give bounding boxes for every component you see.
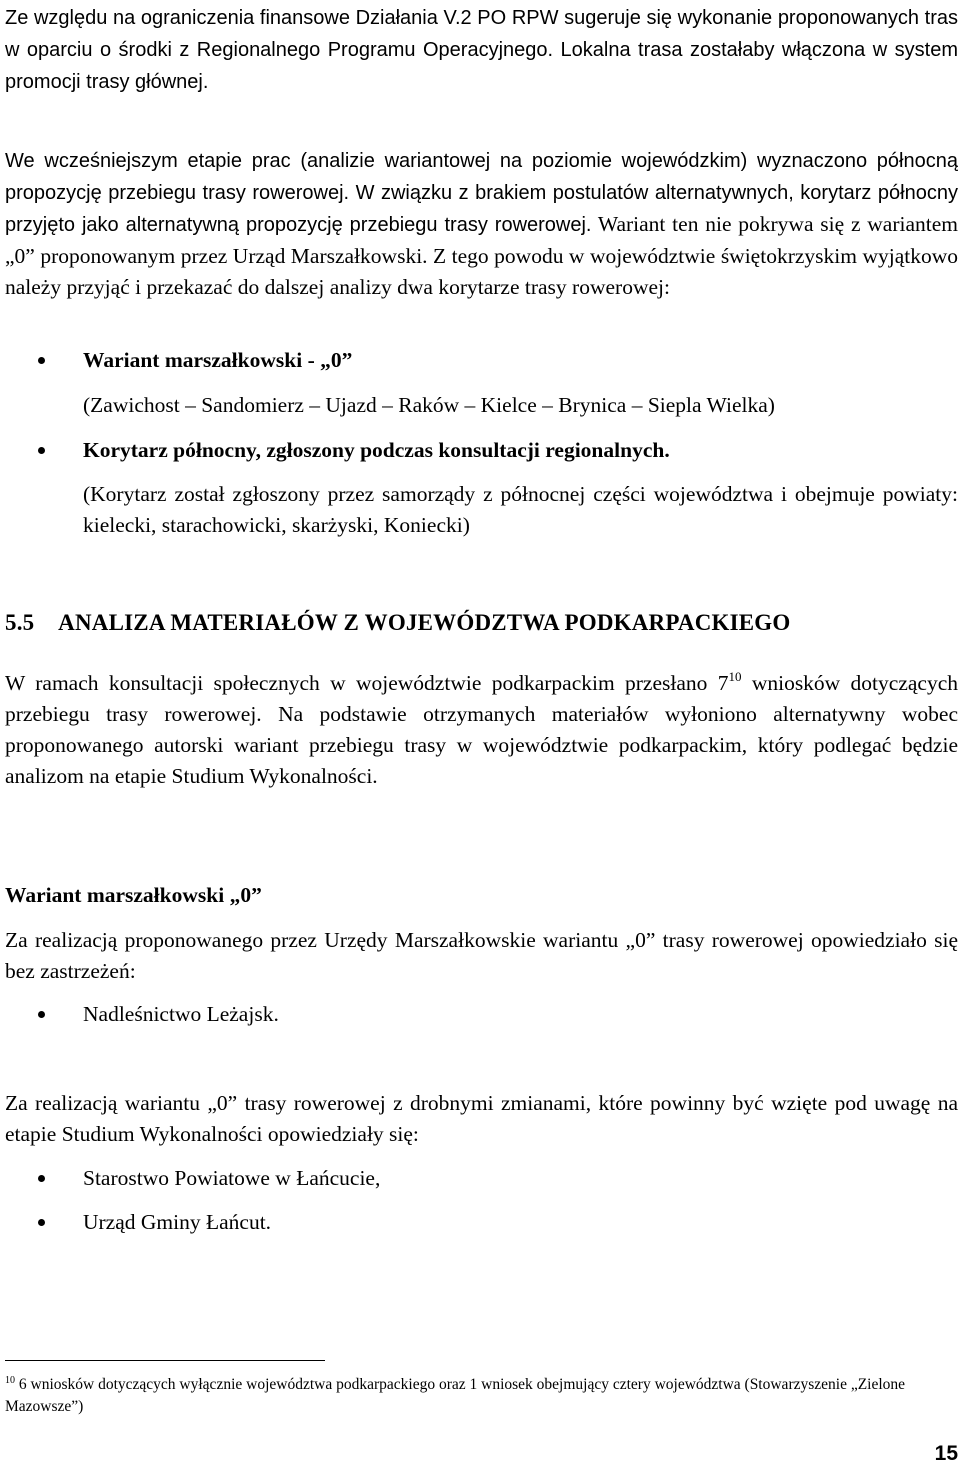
- list-item: [5, 435, 958, 466]
- footnote: [5, 1374, 918, 1418]
- corridor-title: Korytarz północny, zgłoszony podczas konsultacji regionalnych.: [83, 438, 670, 462]
- corridor-list: [5, 435, 958, 466]
- changes-list: [5, 1163, 958, 1238]
- bullet-icon: [38, 357, 45, 364]
- paragraph-text-serif: Wariant ten nie pokrywa się z wariantem „0” proponowanym przez Urząd Marszałkowski. Z tego powodu w województwie świętokrzyskim wyjątkowo należy przyjąć i przekazać do dalszej analizy dwa korytarze trasy rowerowej:: [5, 212, 959, 299]
- corridor-description: (Korytarz został zgłoszony przez samorządy z północnej części województwa i obejmuje powiaty: kielecki, starachowicki, skarżyski, Koniecki): [83, 482, 958, 537]
- page-number: 15: [934, 1442, 958, 1465]
- paragraph-changes: Za realizacją wariantu „0” trasy rowerowej z drobnymi zmianami, które powinny być wzięte pod uwagę na etapie Studium Wykonalności opowiedziały się:: [5, 1091, 958, 1146]
- list-item: [5, 1207, 958, 1238]
- list-item-label: Starostwo Powiatowe w Łańcucie,: [83, 1166, 381, 1190]
- paragraph-corridors: [5, 145, 958, 303]
- paragraph-podkarpackie: [5, 668, 958, 792]
- section-heading: [5, 608, 790, 638]
- corridor-description: (Zawichost – Sandomierz – Ujazd – Raków – Kielce – Brynica – Siepla Wielka): [83, 393, 775, 417]
- list-item-label: Urząd Gminy Łańcut.: [83, 1210, 272, 1234]
- document-page: [5, 0, 958, 1474]
- section-title: ANALIZA MATERIAŁÓW Z WOJEWÓDZTWA PODKARPACKIEGO: [58, 610, 791, 635]
- paragraph-text: W ramach konsultacji społecznych w województwie podkarpackim przesłano 7: [5, 671, 729, 695]
- support-list: [5, 999, 958, 1030]
- paragraph-text: wniosków dotyczących przebiegu trasy rowerowej. Na podstawie otrzymanych materiałów wyłoniono alternatywny wobec proponowanego autorski wariant przebiegu trasy w województwie podkarpackim, który podlegać będzie analizom na etapie Studium Wykonalności.: [5, 671, 958, 788]
- corridor-list: [5, 345, 958, 376]
- list-item: [5, 1163, 958, 1194]
- paragraph-text: Ze względu na ograniczenia finansowe Działania V.2 PO RPW sugeruje się wykonanie proponowanych tras w oparciu o środki z Regionalnego Programu Operacyjnego. Lokalna trasa zostałaby włączona w system promocji trasy głównej.: [5, 7, 958, 93]
- list-item: [5, 999, 958, 1030]
- bullet-icon: [38, 1175, 45, 1182]
- bullet-icon: [38, 1011, 45, 1018]
- section-number: 5.5: [5, 610, 35, 635]
- footnote-number: 10: [5, 1375, 15, 1386]
- list-item: [5, 345, 958, 376]
- paragraph-support: Za realizacją proponowanego przez Urzędy Marszałkowskie wariantu „0” trasy rowerowej opowiedziało się bez zastrzeżeń:: [5, 928, 958, 983]
- list-item-label: Nadleśnictwo Leżajsk.: [83, 1002, 279, 1026]
- paragraph-text-sans: We wcześniejszym etapie prac (analizie wariantowej na poziomie wojewódzkim) wyznaczono północną propozycję przebiegu trasy rowerowej. W związku z brakiem postulatów alternatywnych, korytarz północny przyjęto jako alternatywną propozycję przebiegu trasy rowerowej.: [5, 150, 958, 236]
- footnote-ref[interactable]: 10: [728, 669, 742, 684]
- bullet-icon: [38, 1219, 45, 1226]
- footnote-text: 6 wniosków dotyczących wyłącznie województwa podkarpackiego oraz 1 wniosek obejmujący cztery województwa (Stowarzyszenie „Zielone Mazowsze”): [5, 1376, 906, 1415]
- corridor-title: Wariant marszałkowski - „0”: [83, 348, 353, 372]
- bullet-icon: [38, 447, 45, 454]
- variant-heading: Wariant marszałkowski „0”: [5, 883, 262, 907]
- paragraph-financing: [5, 2, 958, 98]
- footnote-divider: [5, 1360, 325, 1361]
